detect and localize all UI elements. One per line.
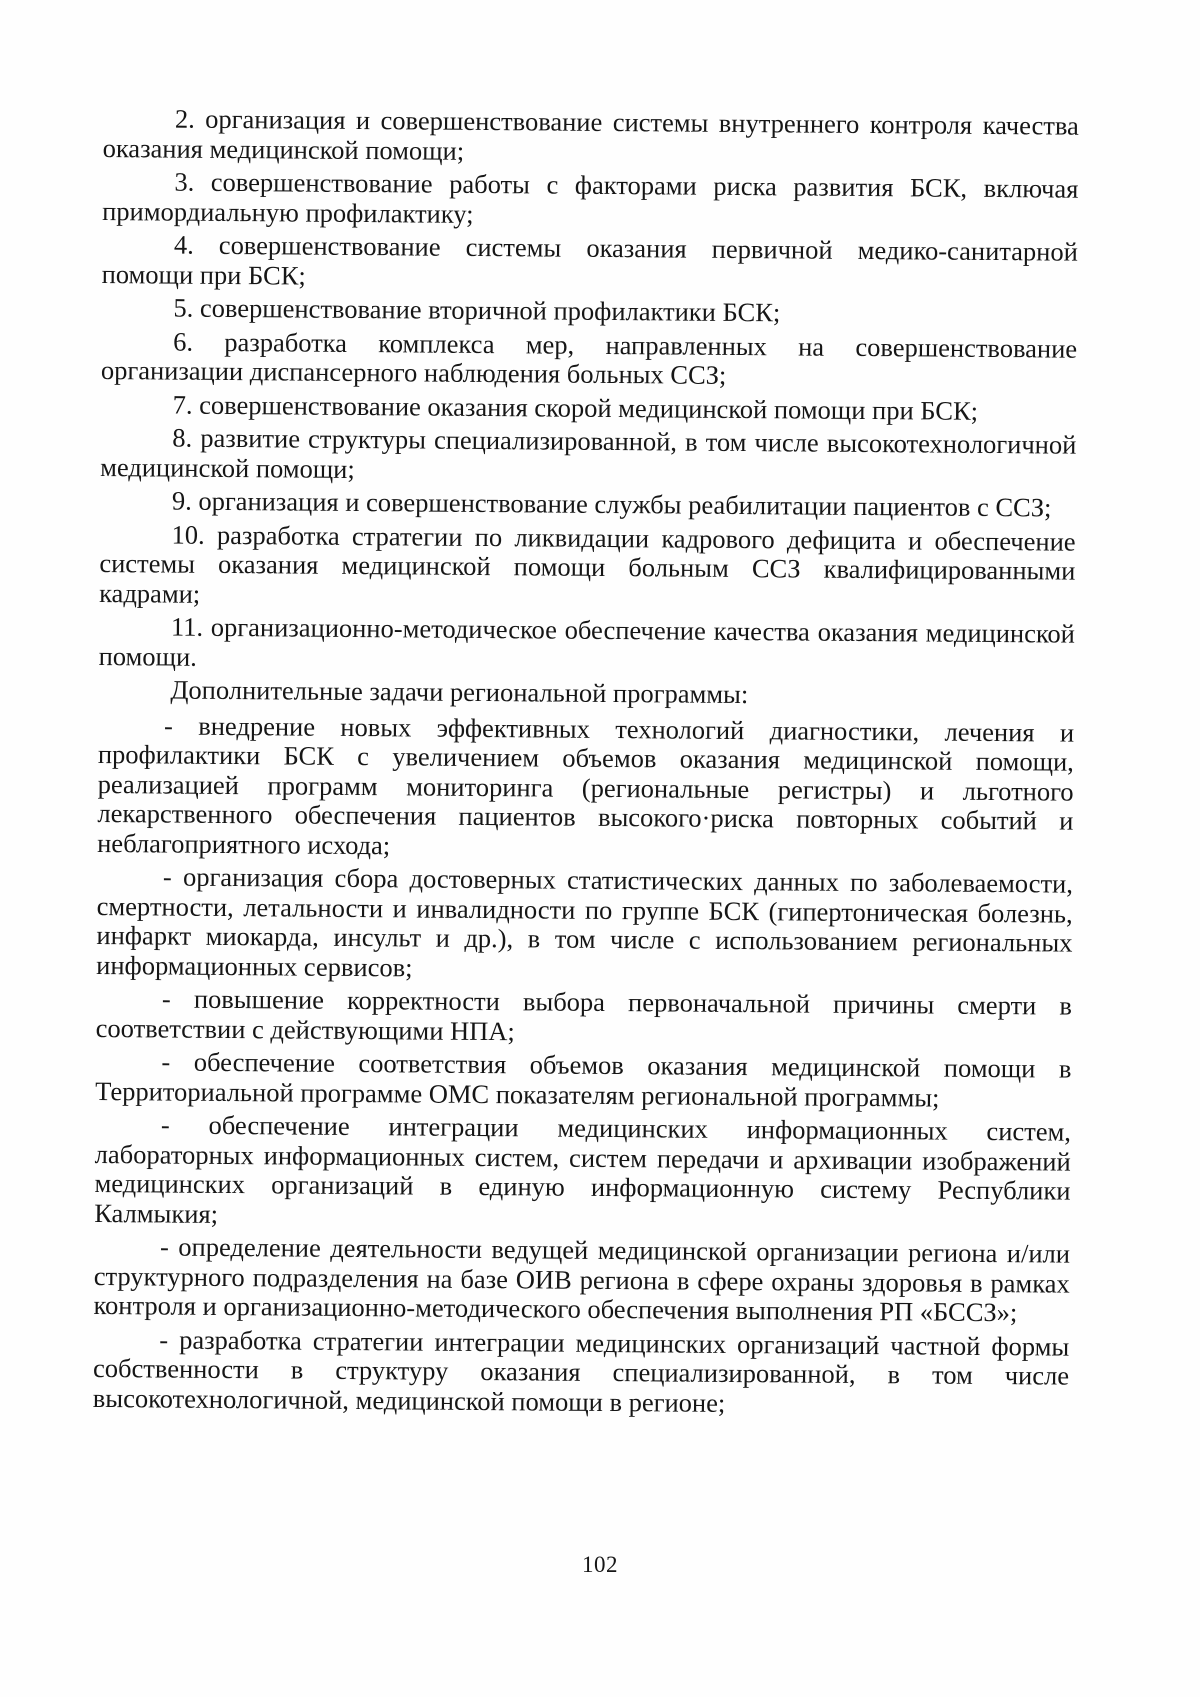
task-item-8: 8. развитие структуры специализированной, в том числе высокотехнологичной медицинской помощи; <box>100 422 1077 484</box>
task-item-3: 3. совершенствование работы с факторами риска развития БСК, включая примордиальную профилактику; <box>102 166 1079 229</box>
additional-task-item: - внедрение новых эффективных технологий диагностики, лечения и профилактики БСК с увеличением объемов оказания медицинской помощи, реализацией программ мониторинга (региональные регистры) и льготного лекарственного обеспечения пациентов высокого·риска повторных событий и неблагоприятного исхода; <box>97 709 1075 860</box>
additional-task-item: - разработка стратегии интеграции медицинских организаций частной формы собственности в структуру оказания специализированной, в том числе высокотехнологичной, медицинской помощи в регионе; <box>92 1323 1070 1418</box>
task-item-5: 5. совершенствование вторичной профилактики БСК; <box>173 292 781 328</box>
additional-tasks-heading: Дополнительные задачи региональной программы: <box>170 674 749 710</box>
task-item-4: 4. совершенствование системы оказания первичной медико-санитарной помощи при БСК; <box>101 229 1078 291</box>
page-number: 102 <box>582 1552 618 1577</box>
task-item-2: 2. организация и совершенствование системы внутреннего контроля качества оказания медицинской помощи; <box>102 103 1079 166</box>
additional-task-item: - организация сбора достоверных статистических данных по заболеваемости, смертности, летальности и инвалидности по группе БСК (гипертоническая болезнь, инфаркт миокарда, инсульт и др.), в том числе с использованием региональных информационных сервисов; <box>96 861 1074 982</box>
task-item-11: 11. организационно-методическое обеспечение качества оказания медицинской помощи. <box>98 611 1075 672</box>
task-item-6: 6. разработка комплекса мер, направленных на совершенствование организации диспансерного наблюдения больных ССЗ; <box>100 326 1078 390</box>
task-item-10: 10. разработка стратегии по ликвидации кадрового дефицита и обеспечение системы оказания медицинской помощи больным ССЗ квалифицированными кадрами; <box>99 519 1076 609</box>
additional-task-item: - определение деятельности ведущей медицинской организации региона и/или структурного подразделения на базе ОИВ региона в сфере охраны здоровья в рамках контроля и организационно-методического обеспечения выполнения РП «БССЗ»; <box>93 1231 1071 1328</box>
additional-task-item: - обеспечение интеграции медицинских информационных систем, лабораторных информационных систем, систем передачи и архивации изображений медицинских организаций в единую информационную систему Республики Калмыкия; <box>94 1109 1072 1229</box>
additional-task-item: - обеспечение соответствия объемов оказания медицинской помощи в Территориальной программе ОМС показателям региональной программы; <box>95 1046 1072 1113</box>
task-item-7: 7. совершенствование оказания скорой медицинской помощи при БСК; <box>172 389 979 426</box>
additional-task-item: - повышение корректности выбора первоначальной причины смерти в соответствии с действующими НПА; <box>95 983 1073 1046</box>
task-item-9: 9. организация и совершенствование службы реабилитации пациентов с ССЗ; <box>171 485 1052 523</box>
document-body <box>93 104 1079 1425</box>
